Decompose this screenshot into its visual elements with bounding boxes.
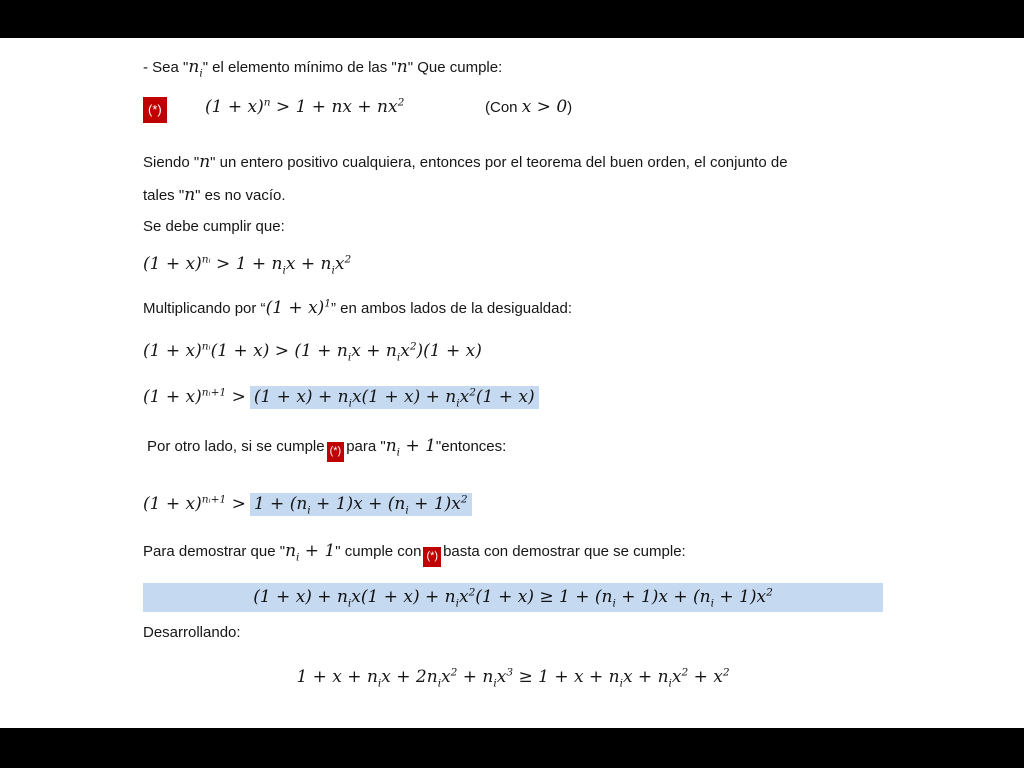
formula-base-ni: $(1 + x)^{nᵢ} > 1 + n_ix + n_ix^2$ <box>143 253 352 277</box>
well-order-paragraph: Siendo "n" un entero positivo cualquiera, entonces por el teorema del buen orden, el conjunto de tales "n" es no vacío. <box>143 152 788 205</box>
formula-expanded-left: $(1 + x)^{nᵢ+1}$ > <box>143 386 246 407</box>
por-otro-lado-pre: Por otro lado, si se cumple <box>147 438 325 455</box>
se-debe-line: Se debe cumplir que: <box>143 218 285 235</box>
star-inline-1: (*) <box>327 442 345 462</box>
star-inline-2: (*) <box>423 547 441 567</box>
final-expansion-formula: $1 + x + n_ix + 2n_ix^2 + n_ix^3 \ge 1 + x + n_ix + n_ix^2 + x^2$ <box>296 666 730 690</box>
formula-hypothesis-row <box>143 493 472 517</box>
para-demostrar-line <box>143 541 686 567</box>
por-otro-lado-line <box>147 436 506 462</box>
highlighted-inequality-band: $(1 + x) + n_ix(1 + x) + n_ix^2(1 + x) \ge 1 + (n_i + 1)x + (n_i + 1)x^2$ <box>143 583 883 612</box>
condition-text: (Con x > 0) <box>485 97 573 117</box>
star-marker-label: (*) <box>143 97 167 123</box>
letterbox-top-bar <box>0 0 1024 38</box>
letterbox-bottom-bar <box>0 728 1024 768</box>
por-otro-lado-post: para "$n_i$ + 1"entonces: <box>346 436 507 459</box>
base-inequality-formula: $(1 + x)^n > 1$ + nx + $nx^2$ <box>205 96 405 117</box>
formula-expanded-right-highlighted: $(1 + x) + n_ix(1 + x) + n_ix^2(1 + x)$ <box>250 386 539 409</box>
para-demostrar-pre: Para demostrar que "$n_i + 1$" cumple con <box>143 541 422 564</box>
star-marker-box <box>143 97 167 123</box>
formula-hypothesis-left: $(1 + x)^{nᵢ+1}$ > <box>143 493 246 514</box>
para-demostrar-post: basta con demostrar que se cumple: <box>443 543 686 560</box>
formula-expanded-row <box>143 386 539 410</box>
intro-line: - Sea "$n_i$" el elemento mínimo de las "n" Que cumple: <box>143 57 503 80</box>
multiplicando-line: Multiplicando por “$(1 + x)^1$” en ambos lados de la desigualdad: <box>143 297 572 318</box>
desarrollando-line: Desarrollando: <box>143 624 241 641</box>
formula-multiplied: $(1 + x)^{nᵢ}(1 + x) > (1 + n_ix + n_ix^2)(1 + x)$ <box>143 340 482 364</box>
formula-hypothesis-right-highlighted: $1 + (n_i + 1)x + (n_i + 1)x^2$ <box>250 493 472 516</box>
